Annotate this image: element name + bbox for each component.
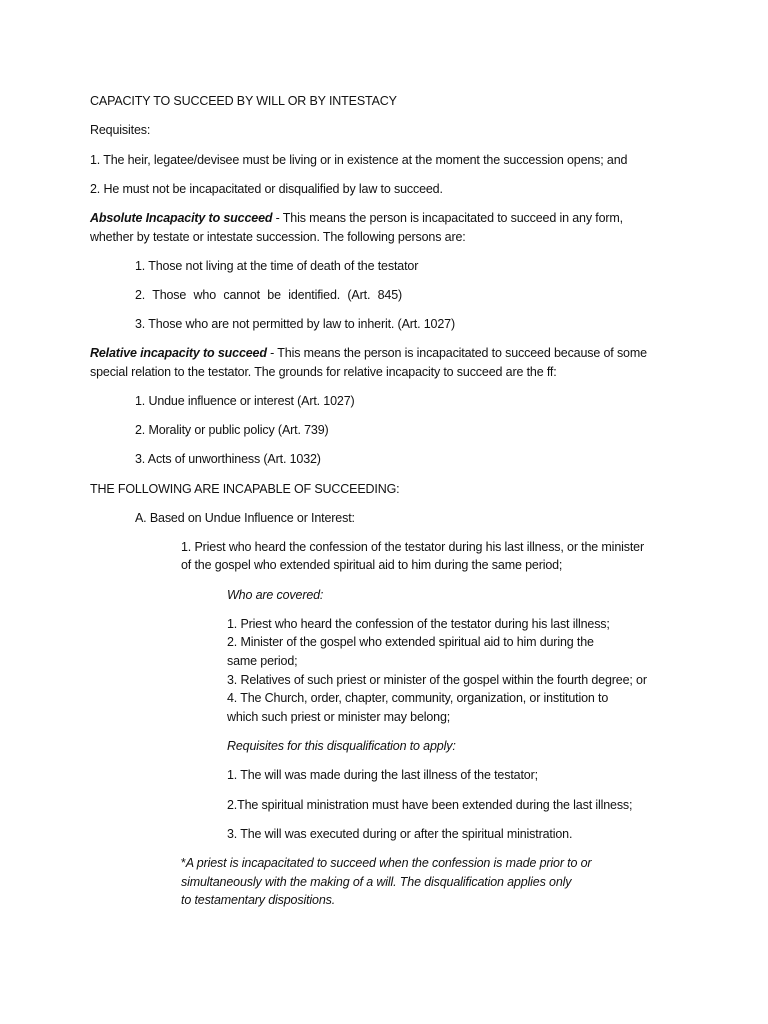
absolute-incapacity-line-2: whether by testate or intestate succession. The following persons are:: [90, 230, 466, 244]
absolute-item-1: 1. Those not living at the time of death of the testator: [135, 259, 419, 273]
note-line-3: to testamentary dispositions.: [181, 893, 336, 907]
note-line-1: [181, 854, 591, 872]
relative-item-1: 1. Undue influence or interest (Art. 1027): [135, 394, 355, 408]
incapable-heading: THE FOLLOWING ARE INCAPABLE OF SUCCEEDING:: [90, 482, 400, 496]
item-1-line-1: 1. Priest who heard the confession of the testator during his last illness, or the minister: [181, 540, 644, 554]
covered-line-4: 3. Relatives of such priest or minister of the gospel within the fourth degree; or: [227, 673, 647, 687]
relative-item-2: 2. Morality or public policy (Art. 739): [135, 423, 329, 437]
document-title: CAPACITY TO SUCCEED BY WILL OR BY INTESTACY: [90, 94, 397, 108]
covered-line-1: 1. Priest who heard the confession of the testator during his last illness;: [227, 617, 610, 631]
relative-incapacity-text: - This means the person is incapacitated to succeed because of some: [266, 346, 647, 360]
covered-line-2: 2. Minister of the gospel who extended spiritual aid to him during the: [227, 635, 594, 649]
absolute-incapacity-term: Absolute Incapacity to succeed: [90, 211, 273, 225]
note-line-2: simultaneously with the making of a will. The disqualification applies only: [181, 875, 572, 889]
note-asterisk: *: [181, 856, 186, 870]
who-covered-heading: Who are covered:: [227, 588, 324, 602]
requisites-heading: Requisites:: [90, 123, 151, 137]
requisites-disqualification-1: 1. The will was made during the last illness of the testator;: [227, 768, 538, 782]
requisites-disqualification-heading: Requisites for this disqualification to apply:: [227, 739, 456, 753]
note-text-1: A priest is incapacitated to succeed when the confession is made prior to or: [185, 856, 592, 870]
absolute-incapacity-text: - This means the person is incapacitated to succeed in any form,: [272, 211, 623, 225]
covered-line-5: 4. The Church, order, chapter, community, organization, or institution to: [227, 691, 609, 705]
relative-incapacity-line-1: [90, 344, 647, 362]
relative-item-3: 3. Acts of unworthiness (Art. 1032): [135, 452, 321, 466]
covered-line-6: which such priest or minister may belong;: [227, 710, 451, 724]
absolute-item-2: 2. Those who cannot be identified. (Art. 845): [135, 288, 403, 302]
section-a-heading: A. Based on Undue Influence or Interest:: [135, 511, 355, 525]
requisite-1: 1. The heir, legatee/devisee must be living or in existence at the moment the succession opens; and: [90, 153, 628, 167]
requisites-disqualification-3: 3. The will was executed during or after the spiritual ministration.: [227, 827, 573, 841]
covered-line-3: same period;: [227, 654, 298, 668]
requisites-disqualification-2: 2.The spiritual ministration must have been extended during the last illness;: [227, 798, 633, 812]
absolute-item-3: 3. Those who are not permitted by law to inherit. (Art. 1027): [135, 317, 455, 331]
relative-incapacity-line-2: special relation to the testator. The grounds for relative incapacity to succeed are the ff:: [90, 365, 557, 379]
absolute-incapacity-line-1: [90, 209, 623, 227]
requisite-2: 2. He must not be incapacitated or disqualified by law to succeed.: [90, 182, 443, 196]
item-1-line-2: of the gospel who extended spiritual aid to him during the same period;: [181, 558, 563, 572]
relative-incapacity-term: Relative incapacity to succeed: [90, 346, 267, 360]
